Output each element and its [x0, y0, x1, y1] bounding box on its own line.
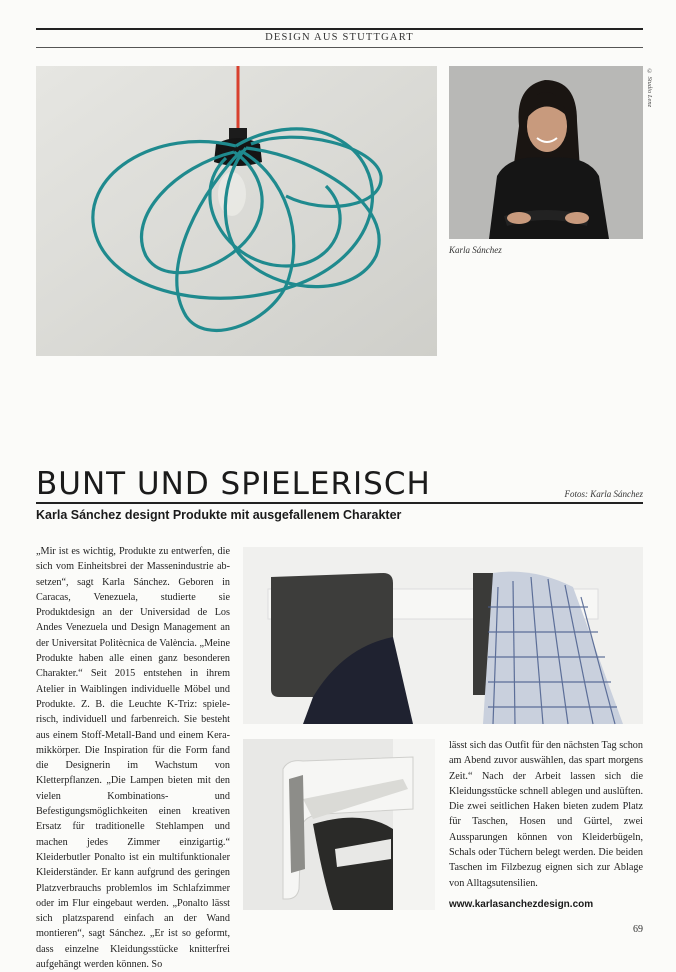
wall-rack-photo [243, 739, 435, 910]
portrait-credit: © Studio Lenz [646, 68, 653, 108]
portrait-photo [449, 66, 643, 239]
article-subheadline: Karla Sánchez designt Produkte mit ausgefallenem Charakter [36, 508, 402, 522]
headline-rule [36, 502, 643, 504]
article-column-right: lässt sich das Outfit für den nächsten Tag schon am Abend zuvor auswählen, das spart morgens Zeit.“ Nach der Arbeit lassen sich die Kleidungsstücke schnell ablegen und auslüften. Die zwei seitlichen Haken bieten zudem Platz für Taschen, Hosen und Gürtel, zwei Aussparungen können von Kleiderbügeln, Schals oder Tüchern belegt werden. Die beiden Taschen im Filzbezug eignen sich zur Ablage von Alltagsutensilien. [449, 740, 643, 889]
section-label: DESIGN AUS STUTTGART [265, 32, 414, 43]
header-rule-top [36, 28, 643, 30]
portrait-caption: Karla Sánchez [449, 245, 502, 255]
coat-hook-photo [243, 547, 643, 724]
article-headline: BUNT UND SPIELERISCH [36, 466, 431, 502]
header-rule-bottom [36, 47, 643, 48]
website-link[interactable]: www.karlasanchezdesign.com [449, 899, 594, 910]
photo-credits: Fotos: Karla Sánchez [564, 489, 643, 499]
page-number: 69 [633, 924, 643, 935]
lamp-photo [36, 66, 437, 356]
article-column-left: „Mir ist es wichtig, Produkte zu entwerfen, die sich vom Einheitsbrei der Massenindustrie absetzen“, sagt Karla Sánchez. Geboren in Caracas, Venezuela, studierte sie Produktdesign an der Universidad de Los Andes Venezuela und Design Management an der Universitat Politècnica de València. „Meine Produkte haben alle einen ganz besonderen Charakter.“ Seit 2015 entstehen in ihrem Atelier in Waiblingen individuelle Möbel und Produkte. Z. B. die Leuchte K-Triz: spielerisch, individuell und farbenreich. Sie besteht aus einem Stoff-Metall-Band und einem Keramikkörper. Die Inspiration für die Form fand die Designerin im Wachstum von Kletterpflanzen. „Die Lampen bieten mit den vielen Kombinations- und Befestigungsmöglichkeiten einen kreativen Ersatz für traditionelle Stehlampen und machen jedes Zimmer einzigartig.“ Kleiderbutler Ponalto ist ein multifunktionaler Kleiderständer. Er kann aufgrund des geringen Platzverbrauchs problemlos im Schlafzimmer oder im Flur eingebaut werden. „Ponalto lässt sich platzsparend einfach an der Wand montieren“, sagt Sánchez. „Er ist so geformt, dass einzelne Kleidungsstücke knitterfrei aufgehängt werden können. So [36, 546, 230, 971]
